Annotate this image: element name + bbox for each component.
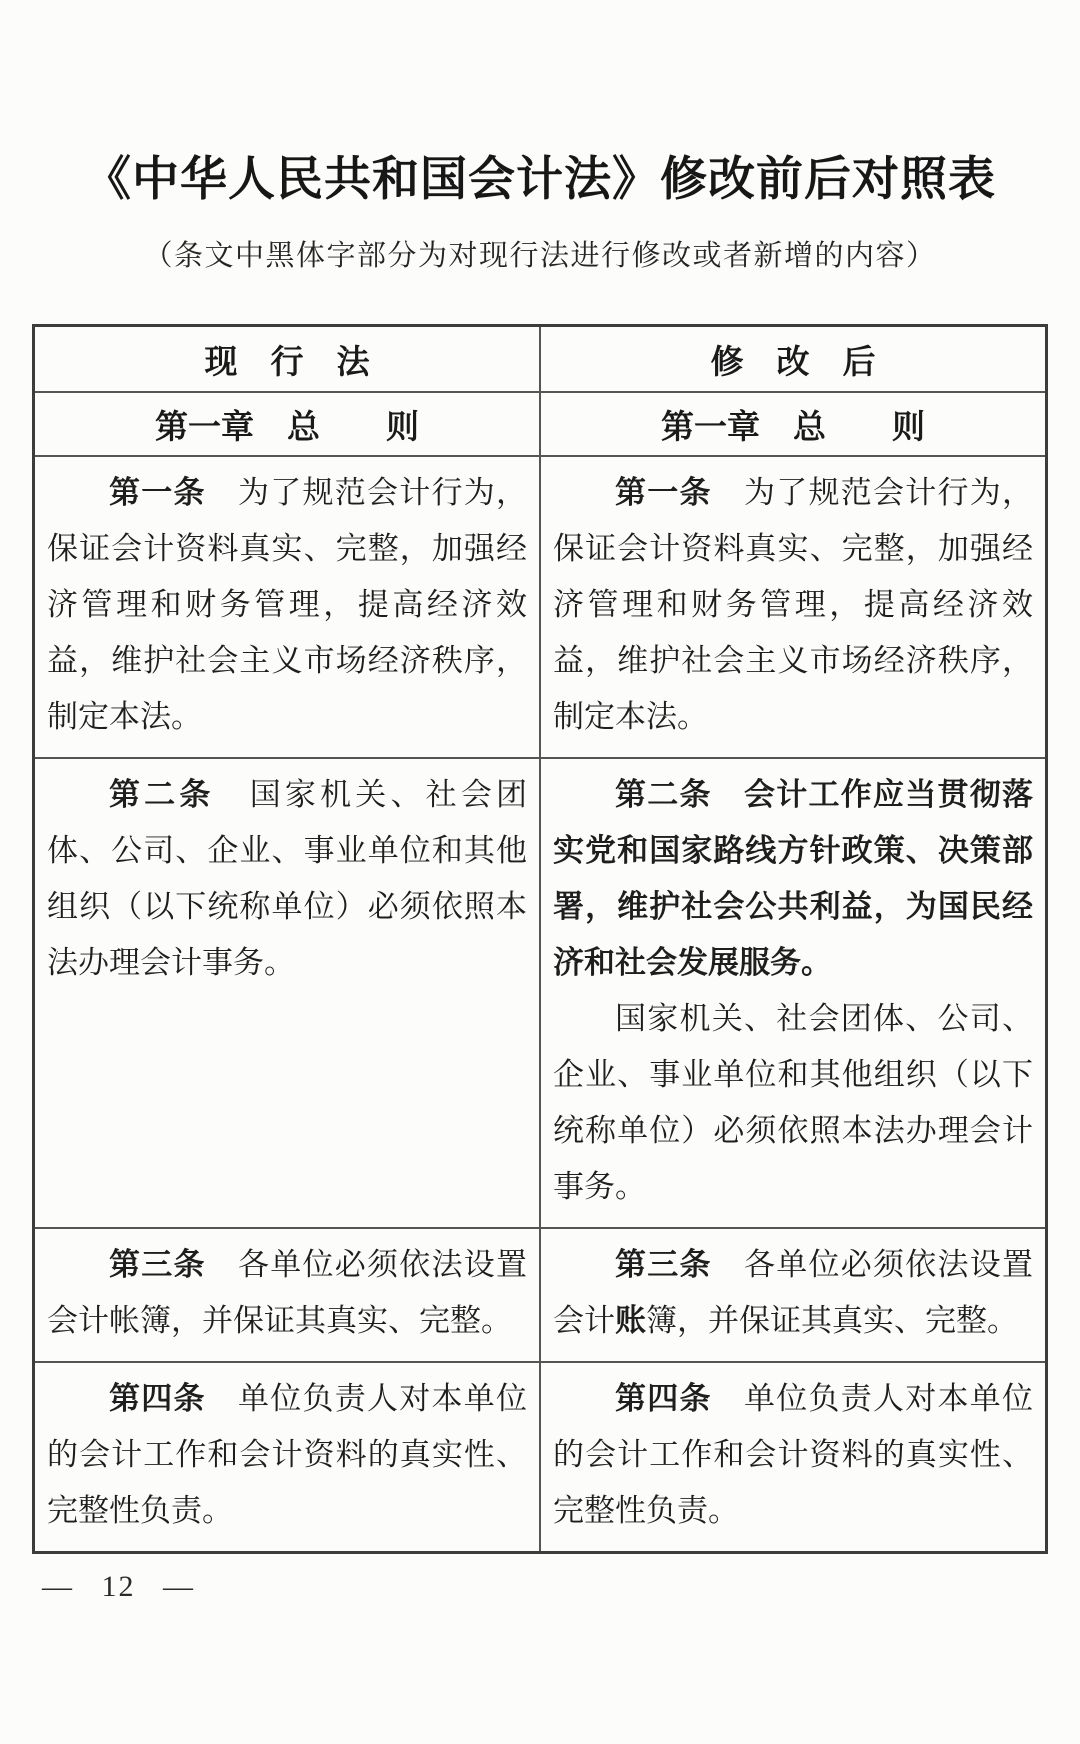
table-row-article-4 (34, 1362, 1047, 1553)
table-row-article-2 (34, 758, 1047, 1228)
article-2-current-paragraph: 第二条 国家机关、社会团体、公司、企业、事业单位和其他组织（以下统称单位）必须依照本法办理会计事务。 (47, 777, 528, 980)
article-2-amended-paragraph-1: 第二条 会计工作应当贯彻落实党和国家路线方针政策、决策部署，维护社会公共利益，为国民经济和社会发展服务。 (553, 777, 1033, 980)
article-3-current-paragraph: 第三条 各单位必须依法设置会计帐簿，并保证其真实、完整。 (47, 1247, 527, 1338)
page-number: — 12 — (42, 1570, 195, 1603)
article-4-amended-paragraph: 第四条 单位负责人对本单位的会计工作和会计资料的真实性、完整性负责。 (553, 1381, 1033, 1528)
article-1-current-cell (34, 456, 541, 758)
article-3-current-cell (34, 1228, 541, 1362)
column-header-amended: 修 改 后 (540, 326, 1047, 393)
page-title: 《中华人民共和国会计法》修改前后对照表 (84, 154, 996, 206)
chapter-cell-current: 第一章 总 则 (34, 392, 541, 456)
chapter-cell-amended: 第一章 总 则 (540, 392, 1047, 456)
page-subtitle: （条文中黑体字部分为对现行法进行修改或者新增的内容） (143, 240, 937, 272)
comparison-table (32, 324, 1048, 1554)
article-1-amended-paragraph: 第一条 为了规范会计行为，保证会计资料真实、完整，加强经济管理和财务管理，提高经济效益，维护社会主义市场经济秩序，制定本法。 (553, 475, 1033, 734)
header-row (34, 326, 1047, 393)
article-4-amended-cell (540, 1362, 1047, 1553)
article-3-amended-cell (540, 1228, 1047, 1362)
article-1-amended-cell (540, 456, 1047, 758)
article-1-current-paragraph: 第一条 为了规范会计行为，保证会计资料真实、完整，加强经济管理和财务管理，提高经济效益，维护社会主义市场经济秩序，制定本法。 (47, 475, 527, 734)
article-4-current-paragraph: 第四条 单位负责人对本单位的会计工作和会计资料的真实性、完整性负责。 (47, 1381, 527, 1528)
article-3-amended-paragraph: 第三条 各单位必须依法设置会计账簿，并保证其真实、完整。 (553, 1247, 1033, 1338)
table-row-article-3 (34, 1228, 1047, 1362)
article-2-current-cell (34, 758, 541, 1228)
column-header-current-law: 现 行 法 (34, 326, 541, 393)
document-page (0, 146, 1080, 1744)
chapter-row (34, 392, 1047, 456)
article-2-amended-paragraph-2: 国家机关、社会团体、公司、企业、事业单位和其他组织（以下统称单位）必须依照本法办理会计事务。 (553, 1001, 1033, 1204)
article-2-amended-cell (540, 758, 1047, 1228)
article-4-current-cell (34, 1362, 541, 1553)
table-row-article-1 (34, 456, 1047, 758)
